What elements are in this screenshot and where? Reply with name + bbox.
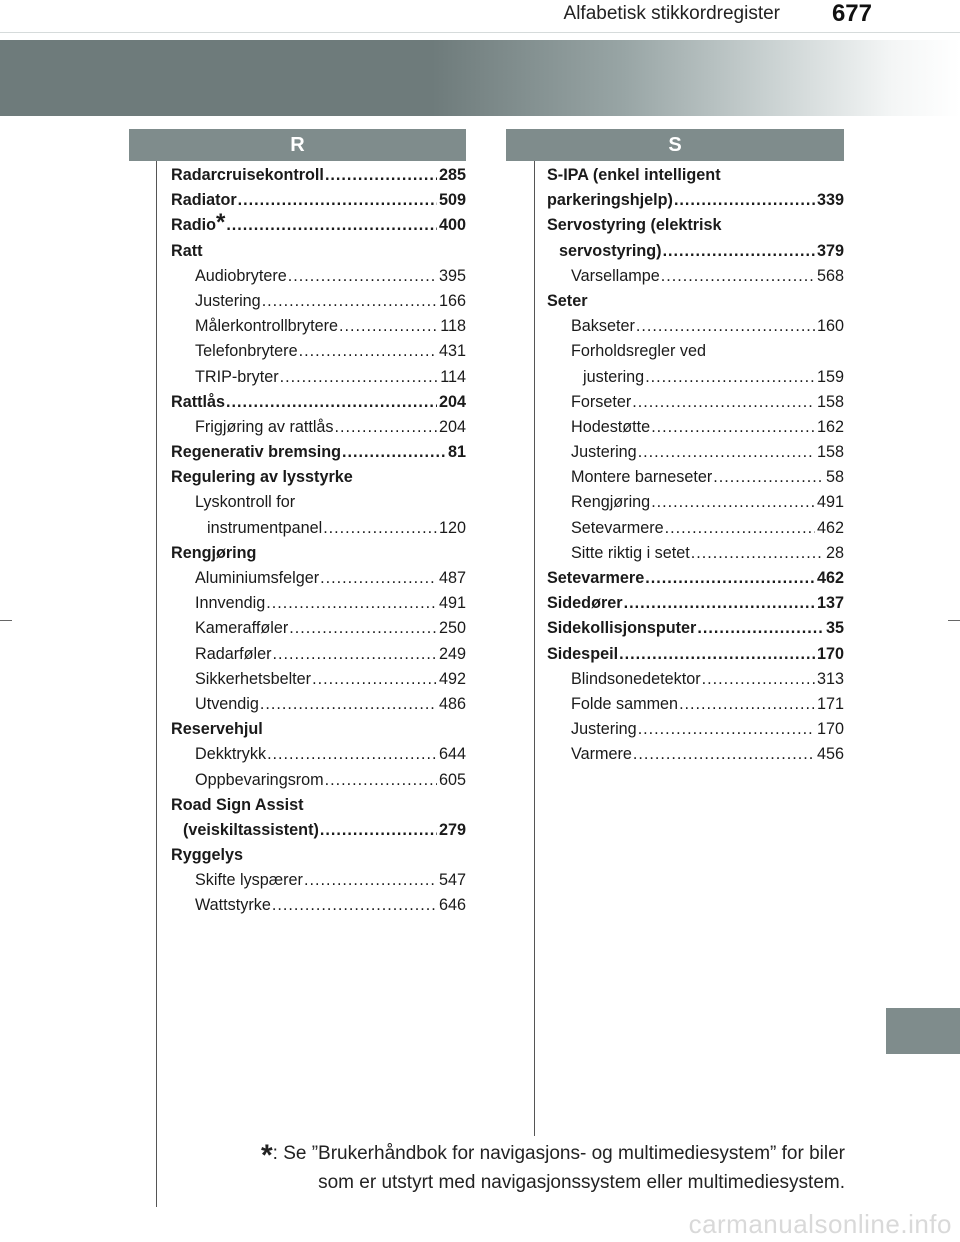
index-entry xyxy=(547,667,844,692)
dot-leader xyxy=(266,591,437,616)
dot-leader xyxy=(638,717,815,742)
footnote xyxy=(200,1140,845,1196)
entry-page: 166 xyxy=(438,291,466,310)
column-divider xyxy=(534,161,535,1136)
index-entry xyxy=(171,465,466,490)
dot-leader xyxy=(702,667,815,692)
index-entry xyxy=(171,642,466,667)
index-entry xyxy=(171,793,466,818)
index-entry xyxy=(171,566,466,591)
dot-leader xyxy=(312,667,437,692)
index-entry xyxy=(171,768,466,793)
entry-label: Radiator xyxy=(171,191,237,210)
entry-label: Sidedører xyxy=(547,594,623,613)
index-entry xyxy=(547,742,844,767)
dot-leader xyxy=(339,314,438,339)
index-entry xyxy=(171,289,466,314)
footnote-line-2: som er utstyrt med navigasjonssystem eller multimediesystem. xyxy=(318,1172,845,1193)
dot-leader xyxy=(679,692,815,717)
entry-page: 81 xyxy=(447,443,466,462)
dot-leader xyxy=(335,415,437,440)
entry-page: 160 xyxy=(816,317,844,336)
dot-leader xyxy=(651,490,815,515)
entry-page: 114 xyxy=(440,367,466,386)
index-column-r xyxy=(171,163,466,919)
entry-page: 204 xyxy=(438,392,466,411)
entry-label: Road Sign Assist xyxy=(171,795,304,814)
entry-page: 137 xyxy=(816,594,844,613)
section-header-s: S xyxy=(506,129,844,161)
entry-page: 491 xyxy=(438,594,466,613)
header-banner xyxy=(0,40,960,116)
index-column-s xyxy=(547,163,844,768)
entry-label: Lyskontroll for xyxy=(195,493,296,512)
entry-label: Radio xyxy=(171,216,216,235)
index-entry xyxy=(171,843,466,868)
index-entry xyxy=(547,239,844,264)
entry-label: Radarcruisekontroll xyxy=(171,166,324,184)
entry-label: Varsellampe xyxy=(571,266,660,285)
dot-leader xyxy=(651,415,815,440)
dot-leader xyxy=(289,616,437,641)
index-entry xyxy=(547,490,844,515)
entry-label: Rattlås xyxy=(171,392,225,411)
crop-mark-right xyxy=(948,620,960,621)
entry-label: (veiskiltassistent) xyxy=(183,820,319,839)
entry-label: Justering xyxy=(571,443,637,462)
entry-page: 487 xyxy=(438,569,466,587)
entry-label: justering xyxy=(583,367,645,386)
index-entry xyxy=(171,818,466,843)
entry-label: Regulering av lysstyrke xyxy=(171,468,353,487)
dot-leader xyxy=(325,163,437,188)
entry-label: Justering xyxy=(195,291,261,310)
entry-label: Sidespeil xyxy=(547,644,619,663)
thumb-tab xyxy=(886,1008,960,1054)
index-entry xyxy=(547,213,844,238)
index-entry xyxy=(547,365,844,390)
dot-leader xyxy=(323,516,437,541)
index-entry xyxy=(171,365,466,390)
dot-leader xyxy=(320,818,437,843)
dot-leader xyxy=(260,692,437,717)
entry-label: S-IPA (enkel intelligent xyxy=(547,166,721,184)
entry-label: Regenerativ bremsing xyxy=(171,443,342,462)
dot-leader xyxy=(665,516,815,541)
entry-page: 279 xyxy=(438,820,466,839)
dot-leader xyxy=(320,566,437,591)
dot-leader xyxy=(663,239,815,264)
index-entry xyxy=(547,541,844,566)
dot-leader xyxy=(691,541,824,566)
entry-label: Aluminiumsfelger xyxy=(195,569,320,587)
entry-label: Setevarmere xyxy=(571,518,664,537)
dot-leader xyxy=(299,339,437,364)
dot-leader xyxy=(304,868,437,893)
index-entry xyxy=(547,692,844,717)
entry-label: Frigjøring av rattlås xyxy=(195,417,334,436)
entry-label: Telefonbrytere xyxy=(195,342,298,361)
entry-label: Setevarmere xyxy=(547,569,645,587)
entry-label: Reservehjul xyxy=(171,720,263,739)
dot-leader xyxy=(713,465,824,490)
entry-label: Bakseter xyxy=(571,317,635,336)
entry-page: 249 xyxy=(438,644,466,663)
entry-page: 379 xyxy=(816,241,844,260)
entry-label: Hodestøtte xyxy=(571,417,651,436)
entry-page: 644 xyxy=(438,745,466,764)
entry-label: parkeringshjelp) xyxy=(547,191,673,210)
index-entry xyxy=(171,692,466,717)
top-strip xyxy=(0,0,960,33)
entry-label: Sitte riktig i setet xyxy=(571,543,690,562)
running-title: Alfabetisk stikkordregister xyxy=(563,3,780,24)
dot-leader xyxy=(272,893,437,918)
index-entry: Radio * ..... 400 xyxy=(171,213,466,238)
dot-leader xyxy=(342,440,446,465)
entry-page: 158 xyxy=(816,392,844,411)
dot-leader xyxy=(645,365,815,390)
dot-leader xyxy=(226,213,437,238)
index-entry xyxy=(547,163,844,188)
entry-page: 35 xyxy=(825,619,844,638)
index-entry xyxy=(171,490,466,515)
entry-page: 456 xyxy=(816,745,844,764)
entry-page: 120 xyxy=(438,518,466,537)
dot-leader xyxy=(325,768,437,793)
entry-label: Wattstyrke xyxy=(195,896,271,915)
index-entry xyxy=(171,163,466,188)
entry-label: Blindsonedetektor xyxy=(571,669,701,688)
entry-page: 171 xyxy=(816,694,844,713)
dot-leader xyxy=(697,616,824,641)
index-entry xyxy=(547,314,844,339)
entry-page: 285 xyxy=(438,166,466,184)
index-entry xyxy=(171,868,466,893)
entry-page: 646 xyxy=(438,896,466,915)
entry-label: Radarføler xyxy=(195,644,272,663)
entry-page: 162 xyxy=(816,417,844,436)
index-entry xyxy=(171,591,466,616)
index-entry xyxy=(547,642,844,667)
index-entry xyxy=(171,440,466,465)
index-entry xyxy=(171,742,466,767)
entry-page: 28 xyxy=(825,543,844,562)
entry-page: 509 xyxy=(438,191,466,210)
entry-label: Forholdsregler ved xyxy=(571,342,706,361)
dot-leader xyxy=(638,440,815,465)
entry-label: instrumentpanel xyxy=(207,518,323,537)
entry-page: 158 xyxy=(816,443,844,462)
dot-leader xyxy=(636,314,815,339)
entry-label: Sidekollisjonsputer xyxy=(547,619,697,638)
section-header-r: R xyxy=(129,129,466,161)
entry-page: 568 xyxy=(816,266,844,285)
index-entry xyxy=(171,314,466,339)
entry-label: servostyring) xyxy=(559,241,662,260)
entry-label: Målerkontrollbrytere xyxy=(195,317,339,336)
entry-label: Servostyring (elektrisk xyxy=(547,216,722,235)
entry-label: TRIP-bryter xyxy=(195,367,279,386)
crop-mark-left xyxy=(0,620,12,621)
entry-page: 204 xyxy=(438,417,466,436)
entry-page: 431 xyxy=(438,342,466,361)
left-rule xyxy=(156,161,157,1207)
watermark: carmanualsonline.info xyxy=(688,1209,952,1239)
entry-label: Innvendig xyxy=(195,594,266,613)
entry-page: 491 xyxy=(816,493,844,512)
entry-label: Varmere xyxy=(571,745,632,764)
index-entry xyxy=(547,390,844,415)
entry-page: 400 xyxy=(438,216,466,235)
entry-label: Ryggelys xyxy=(171,846,243,865)
entry-page: 462 xyxy=(816,518,844,537)
entry-page: 170 xyxy=(816,644,844,663)
page-number: 677 xyxy=(831,0,872,27)
dot-leader xyxy=(226,390,437,415)
index-entry xyxy=(171,415,466,440)
dot-leader xyxy=(262,289,437,314)
dot-leader xyxy=(633,742,815,767)
dot-leader xyxy=(288,264,437,289)
entry-page: 462 xyxy=(816,569,844,587)
entry-page: 250 xyxy=(438,619,466,638)
entry-label: Forseter xyxy=(571,392,632,411)
dot-leader xyxy=(280,365,439,390)
index-entry xyxy=(547,591,844,616)
dot-leader xyxy=(632,390,815,415)
entry-page: 118 xyxy=(440,317,466,336)
index-entry xyxy=(547,415,844,440)
entry-page: 492 xyxy=(438,669,466,688)
index-entry xyxy=(171,667,466,692)
entry-label: Rengjøring xyxy=(171,543,257,562)
index-entry xyxy=(547,188,844,213)
index-entry xyxy=(171,339,466,364)
index-entry xyxy=(547,264,844,289)
dot-leader xyxy=(661,264,815,289)
entry-label: Dekktrykk xyxy=(195,745,267,764)
entry-label: Utvendig xyxy=(195,694,259,713)
entry-page: 313 xyxy=(816,669,844,688)
entry-label: Oppbevaringsrom xyxy=(195,770,324,789)
index-entry xyxy=(547,616,844,641)
index-entry xyxy=(171,264,466,289)
entry-label: Seter xyxy=(547,291,588,310)
entry-page: 58 xyxy=(825,468,844,487)
entry-page: 170 xyxy=(816,720,844,739)
index-entry xyxy=(171,616,466,641)
index-entry xyxy=(171,516,466,541)
footnote-asterisk: * xyxy=(260,1139,273,1172)
dot-leader xyxy=(624,591,815,616)
dot-leader xyxy=(674,188,815,213)
entry-page: 547 xyxy=(438,871,466,890)
footnote-line-1: : Se ”Brukerhåndbok for navigasjons- og multimediesystem” for biler xyxy=(272,1143,845,1164)
entry-label: Folde sammen xyxy=(571,694,679,713)
entry-label: Audiobrytere xyxy=(195,266,287,285)
index-entry xyxy=(547,516,844,541)
dot-leader xyxy=(619,642,815,667)
entry-page: 395 xyxy=(438,266,466,285)
entry-label: Justering xyxy=(571,720,637,739)
index-entry xyxy=(547,289,844,314)
index-entry xyxy=(547,339,844,364)
index-entry xyxy=(547,465,844,490)
index-entry xyxy=(171,239,466,264)
index-entry xyxy=(171,390,466,415)
entry-label: Ratt xyxy=(171,241,203,260)
dot-leader xyxy=(238,188,437,213)
entry-label: Rengjøring xyxy=(571,493,651,512)
index-entry xyxy=(171,893,466,918)
index-entry xyxy=(547,566,844,591)
entry-page: 605 xyxy=(438,770,466,789)
entry-label: Kamerafføler xyxy=(195,619,289,638)
entry-page: 486 xyxy=(438,694,466,713)
entry-page: 159 xyxy=(816,367,844,386)
index-entry xyxy=(171,717,466,742)
entry-label: Sikkerhetsbelter xyxy=(195,669,312,688)
entry-label: Montere barneseter xyxy=(571,468,713,487)
dot-leader xyxy=(272,642,437,667)
index-entry xyxy=(547,717,844,742)
index-entry xyxy=(547,440,844,465)
dot-leader xyxy=(267,742,437,767)
entry-label: Skifte lyspærer xyxy=(195,871,303,890)
dot-leader xyxy=(645,566,815,591)
entry-page: 339 xyxy=(816,191,844,210)
index-entry xyxy=(171,541,466,566)
